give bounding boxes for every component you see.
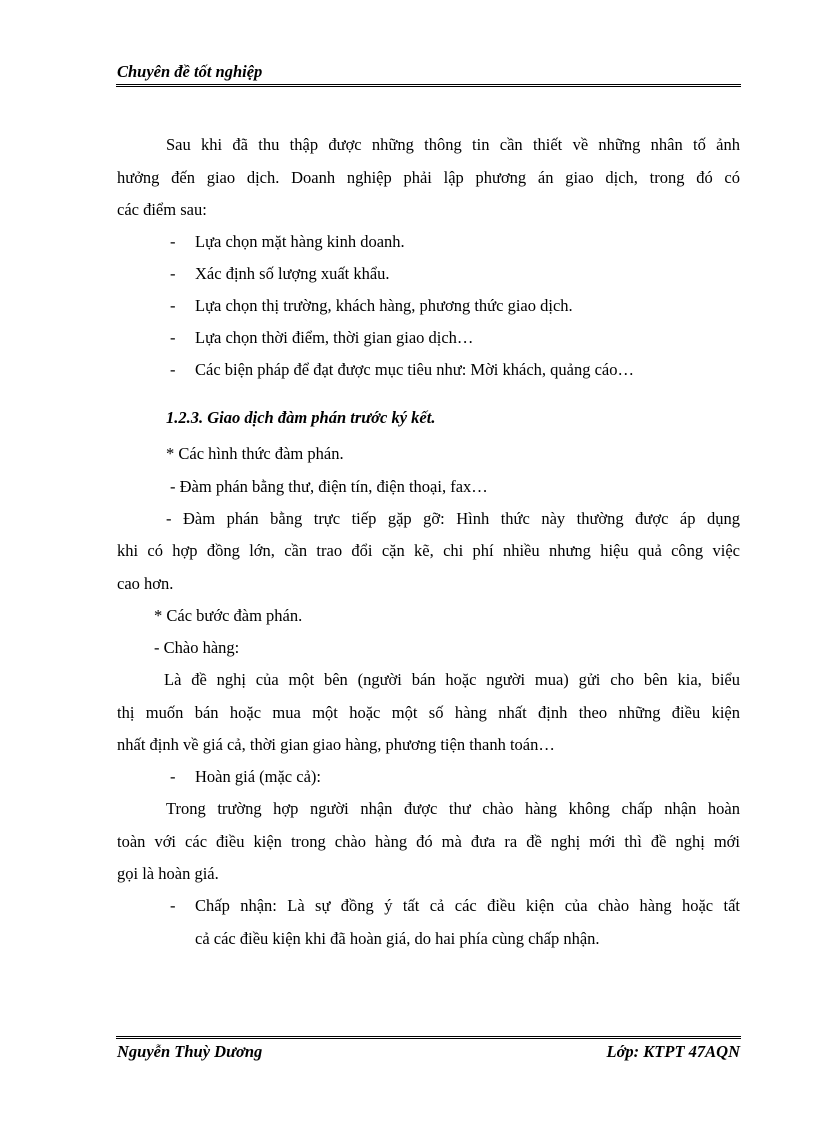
paragraph-line: gọi là hoàn giá.: [117, 864, 219, 883]
paragraph-line: - Đàm phán bằng thư, điện tín, điện thoại, fax…: [170, 477, 488, 496]
subheading: * Các bước đàm phán.: [154, 606, 303, 625]
list-item: Các biện pháp để đạt được mục tiêu như: Mời khách, quảng cáo…: [195, 360, 635, 379]
list-item: cả các điều kiện khi đã hoàn giá, do hai phía cùng chấp nhận.: [195, 929, 600, 948]
bullet-dash: -: [170, 767, 176, 786]
section-heading: 1.2.3. Giao dịch đàm phán trước ký kết.: [166, 408, 436, 427]
paragraph-line: Sau khi đã thu thập được những thông tin cần thiết về những nhân tố ảnh: [166, 135, 740, 154]
subheading: * Các hình thức đàm phán.: [166, 444, 344, 463]
list-item: Lựa chọn mặt hàng kinh doanh.: [195, 232, 405, 251]
paragraph-line: cao hơn.: [117, 574, 174, 593]
header-rule: [116, 84, 741, 87]
list-item: Lựa chọn thị trường, khách hàng, phương thức giao dịch.: [195, 296, 573, 315]
bullet-dash: -: [170, 296, 176, 315]
bullet-dash: -: [170, 232, 176, 251]
list-item: Lựa chọn thời điểm, thời gian giao dịch…: [195, 328, 474, 347]
bullet-dash: -: [170, 360, 176, 379]
bullet-dash: -: [170, 328, 176, 347]
footer-author: Nguyễn Thuỳ Dương: [117, 1042, 263, 1061]
footer-class: Lớp: KTPT 47AQN: [606, 1042, 740, 1061]
paragraph-line: khi có hợp đồng lớn, cần trao đổi cặn kẽ, chi phí nhiều nhưng hiệu quả công việc: [117, 541, 740, 560]
paragraph-line: Trong trường hợp người nhận được thư chào hàng không chấp nhận hoàn: [166, 799, 740, 818]
paragraph-line: toàn với các điều kiện trong chào hàng đó mà đưa ra đề nghị mới thì đề nghị mới: [117, 832, 740, 851]
paragraph-line: Là đề nghị của một bên (người bán hoặc người mua) gửi cho bên kia, biểu: [164, 670, 740, 689]
footer-rule: [116, 1036, 741, 1039]
list-item: Hoàn giá (mặc cả):: [195, 767, 321, 786]
list-item: Xác định số lượng xuất khẩu.: [195, 264, 390, 283]
paragraph-line: các điểm sau:: [117, 200, 207, 219]
bullet-dash: -: [170, 264, 176, 283]
paragraph-line: nhất định về giá cả, thời gian giao hàng, phương tiện thanh toán…: [117, 735, 555, 754]
paragraph-line: thị muốn bán hoặc mua một hoặc một số hàng nhất định theo những điều kiện: [117, 703, 740, 722]
page-header-title: Chuyên đề tốt nghiệp: [117, 62, 263, 81]
list-item: Chấp nhận: Là sự đồng ý tất cả các điều kiện của chào hàng hoặc tất: [195, 896, 740, 915]
paragraph-line: hưởng đến giao dịch. Doanh nghiệp phải lập phương án giao dịch, trong đó có: [117, 168, 740, 187]
subheading: - Chào hàng:: [154, 638, 240, 657]
paragraph-line: - Đàm phán bằng trực tiếp gặp gỡ: Hình thức này thường được áp dụng: [166, 509, 740, 528]
bullet-dash: -: [170, 896, 176, 915]
